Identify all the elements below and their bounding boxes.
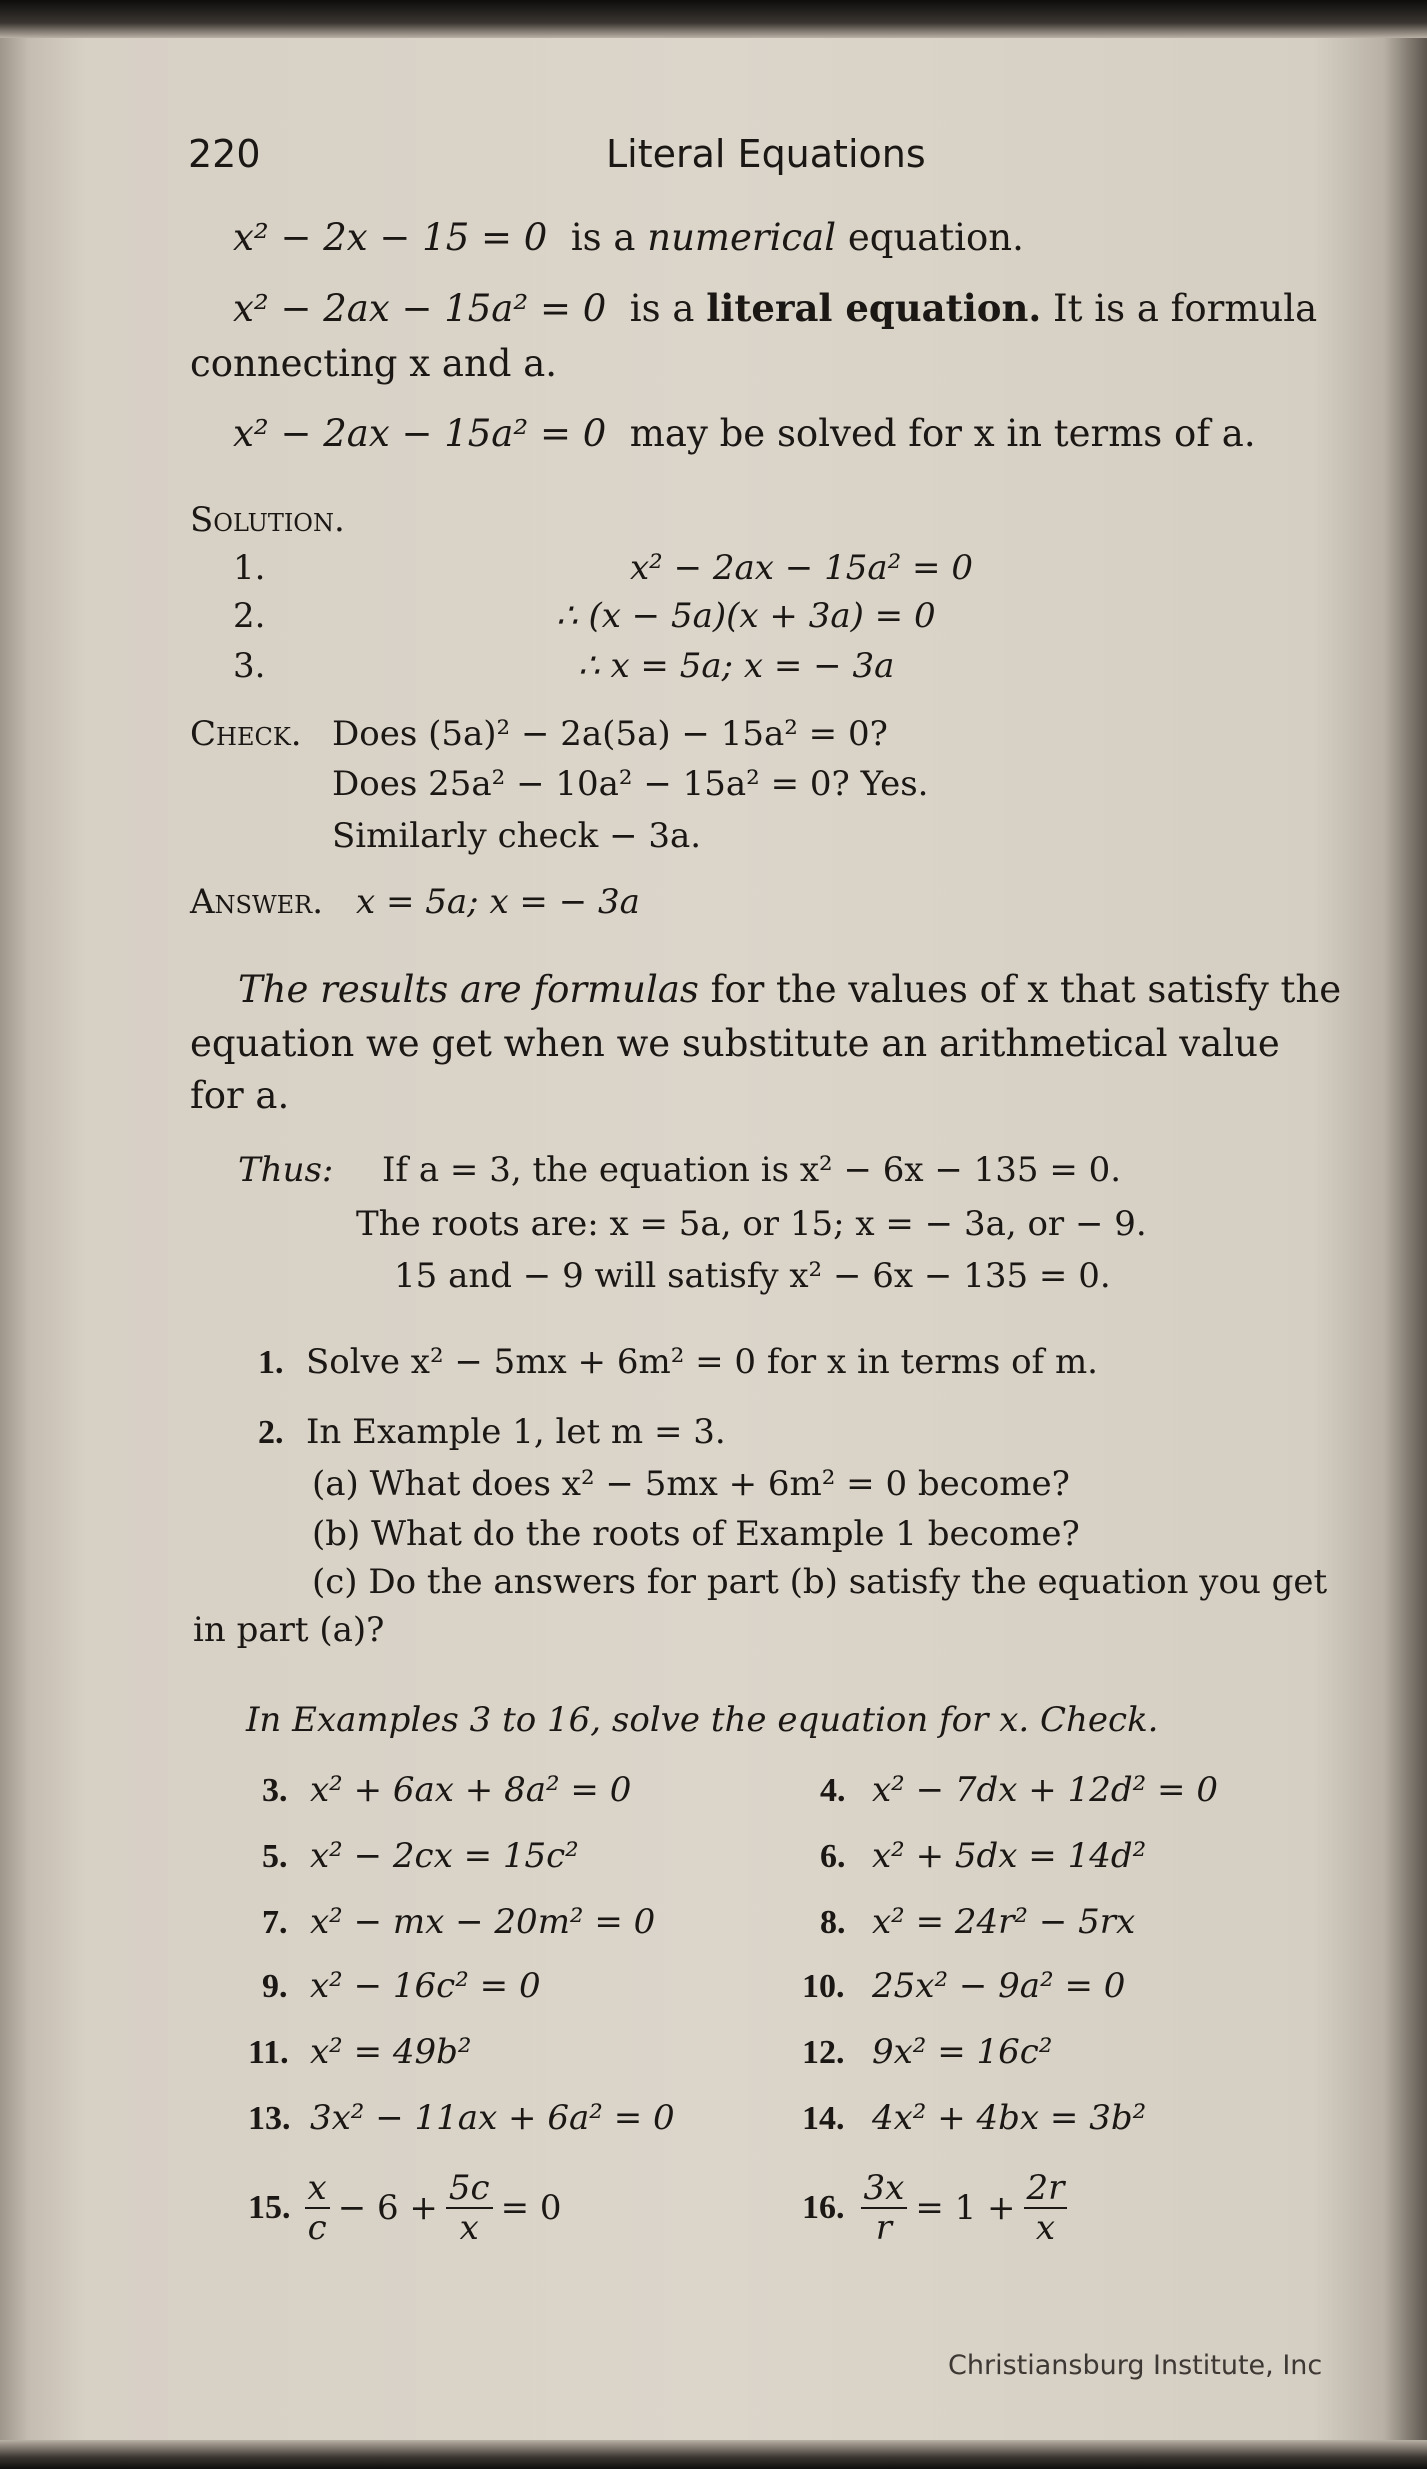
example-number: 2. xyxy=(258,1414,284,1451)
example-expr: x² + 5dx = 14d² xyxy=(872,1836,1147,1876)
example-expr: 25x² − 9a² = 0 xyxy=(872,1966,1126,2006)
fraction-numerator: 5c xyxy=(446,2171,493,2209)
fraction-3x-over-r xyxy=(861,2168,908,2248)
example-expr: = 0 xyxy=(500,2188,562,2228)
solution-step-number: 1. xyxy=(233,548,266,588)
solution-step-number: 2. xyxy=(233,596,266,636)
results-line: for a. xyxy=(190,1074,290,1117)
literal-text-pre: is a xyxy=(629,287,695,330)
example-expr: = 1 + xyxy=(915,2188,1016,2228)
page-bottom-edge xyxy=(0,2440,1427,2469)
example-expr: x² + 6ax + 8a² = 0 xyxy=(310,1770,632,1810)
solution-step-expr: ∴ x = 5a; x = − 3a xyxy=(578,646,895,686)
page-title: Literal Equations xyxy=(606,132,926,176)
fraction-denominator: c xyxy=(307,2208,327,2248)
page-number: 220 xyxy=(188,132,261,176)
example-number: 6. xyxy=(820,1838,846,1875)
examples-instruction: In Examples 3 to 16, solve the equation for x. Check. xyxy=(246,1700,1159,1740)
example-expr: 3x² − 11ax + 6a² = 0 xyxy=(310,2098,675,2138)
results-line xyxy=(238,968,1341,1011)
numerical-text-post: equation. xyxy=(847,216,1024,259)
fraction-2r-over-x xyxy=(1024,2168,1068,2248)
example-number: 14. xyxy=(802,2100,845,2137)
answer-text: x = 5a; x = − 3a xyxy=(356,882,640,922)
thus-label: Thus: xyxy=(238,1150,334,1190)
thus-line: If a = 3, the equation is x² − 6x − 135 = 0. xyxy=(382,1150,1122,1190)
example-number: 15. xyxy=(248,2189,291,2226)
example-part: in part (a)? xyxy=(193,1610,385,1650)
example-number: 3. xyxy=(262,1772,288,1809)
literal-equation: x² − 2ax − 15a² = 0 xyxy=(233,287,607,330)
example-expr: x² − 2cx = 15c² xyxy=(310,1836,579,1876)
example-15 xyxy=(248,2168,562,2248)
results-line: equation we get when we substitute an arithmetical value xyxy=(190,1022,1280,1065)
example-number: 11. xyxy=(248,2034,289,2071)
literal-text-post: It is a formula xyxy=(1053,287,1318,330)
example-number: 9. xyxy=(262,1968,288,2005)
example-expr: − 6 + xyxy=(337,2188,438,2228)
fraction-numerator: x xyxy=(305,2171,330,2209)
results-italic-lead: The results are formulas xyxy=(238,968,699,1011)
numerical-equation: x² − 2x − 15 = 0 xyxy=(233,216,548,259)
example-number: 1. xyxy=(258,1344,284,1381)
example-part: (b) What do the roots of Example 1 become? xyxy=(312,1514,1080,1554)
fraction-numerator: 2r xyxy=(1024,2171,1068,2209)
thus-line: 15 and − 9 will satisfy x² − 6x − 135 = 0. xyxy=(394,1256,1111,1296)
example-expr: x² = 24r² − 5rx xyxy=(872,1902,1136,1942)
check-label: Check. xyxy=(190,714,302,754)
example-part: (c) Do the answers for part (b) satisfy the equation you get xyxy=(312,1562,1328,1602)
example-part: (a) What does x² − 5mx + 6m² = 0 become? xyxy=(312,1464,1070,1504)
solution-label: Solution. xyxy=(190,500,345,540)
watermark: Christiansburg Institute, Inc xyxy=(948,2350,1323,2381)
example-expr: x² − 16c² = 0 xyxy=(310,1966,541,2006)
example-number: 5. xyxy=(262,1838,288,1875)
example-text: Solve x² − 5mx + 6m² = 0 for x in terms of m. xyxy=(306,1342,1098,1382)
example-number: 8. xyxy=(820,1904,846,1941)
example-expr: x² − 7dx + 12d² = 0 xyxy=(872,1770,1218,1810)
literal-line2: connecting x and a. xyxy=(190,342,558,385)
example-number: 12. xyxy=(802,2034,845,2071)
fraction-x-over-c xyxy=(305,2168,330,2248)
numerical-text-pre: is a xyxy=(570,216,636,259)
solve-equation: x² − 2ax − 15a² = 0 xyxy=(233,412,607,455)
answer-label: Answer. xyxy=(190,882,324,922)
solve-line xyxy=(233,412,1256,455)
example-number: 13. xyxy=(248,2100,291,2137)
solve-text: may be solved for x in terms of a. xyxy=(629,412,1256,455)
solution-step-expr: x² − 2ax − 15a² = 0 xyxy=(630,548,973,588)
fraction-denominator: x xyxy=(459,2208,479,2248)
example-16 xyxy=(802,2168,1067,2248)
literal-bold: literal equation. xyxy=(706,286,1042,330)
check-line: Does 25a² − 10a² − 15a² = 0? Yes. xyxy=(332,764,929,804)
example-expr: x² − mx − 20m² = 0 xyxy=(310,1902,656,1942)
fraction-denominator: x xyxy=(1035,2208,1056,2248)
example-number: 16. xyxy=(802,2189,845,2226)
solution-step-number: 3. xyxy=(233,646,266,686)
numerical-equation-line xyxy=(233,216,1024,259)
numerical-word: numerical xyxy=(647,216,837,259)
thus-line: The roots are: x = 5a, or 15; x = − 3a, or − 9. xyxy=(356,1204,1147,1244)
results-line1-rest: for the values of x that satisfy the xyxy=(710,968,1342,1011)
check-line: Similarly check − 3a. xyxy=(332,816,702,856)
solution-step-expr: ∴ (x − 5a)(x + 3a) = 0 xyxy=(556,596,936,636)
fraction-5c-over-x xyxy=(446,2168,493,2248)
example-text: In Example 1, let m = 3. xyxy=(306,1412,726,1452)
example-number: 4. xyxy=(820,1772,846,1809)
fraction-numerator: 3x xyxy=(861,2171,908,2209)
example-number: 7. xyxy=(262,1904,288,1941)
fraction-denominator: r xyxy=(875,2208,893,2248)
page-top-edge xyxy=(0,0,1427,38)
example-expr: 4x² + 4bx = 3b² xyxy=(872,2098,1147,2138)
example-expr: x² = 49b² xyxy=(310,2032,472,2072)
check-line: Does (5a)² − 2a(5a) − 15a² = 0? xyxy=(332,714,888,754)
literal-equation-line xyxy=(233,286,1317,330)
example-number: 10. xyxy=(802,1968,845,2005)
example-expr: 9x² = 16c² xyxy=(872,2032,1053,2072)
